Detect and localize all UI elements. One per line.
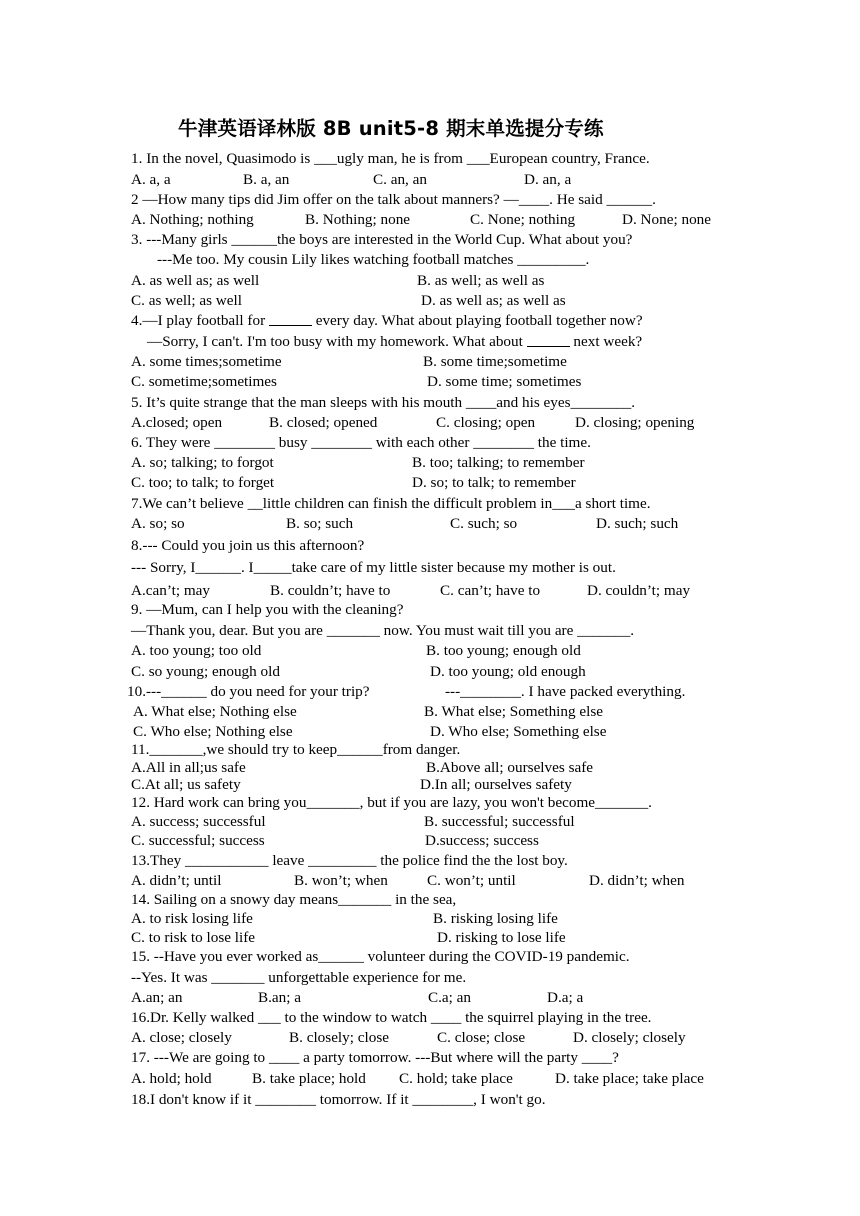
question-12-option-d: D.success; success	[425, 832, 539, 849]
question-1-option-a: A. a, a	[131, 171, 171, 188]
question-2-stem: 2 —How many tips did Jim offer on the talk about manners? —____. He said ______.	[131, 191, 656, 208]
question-3-option-a: A. as well as; as well	[131, 272, 260, 289]
question-17-option-c: C. hold; take place	[399, 1070, 513, 1087]
question-4-stem	[131, 312, 643, 330]
question-15-option-b: B.an; a	[258, 989, 302, 1006]
question-15-stem: 15. --Have you ever worked as______ volunteer during the COVID-19 pandemic.	[131, 948, 630, 965]
question-17-stem: 17. ---We are going to ____ a party tomorrow. ---But where will the party ____?	[131, 1049, 619, 1066]
question-3-option-d: D. as well as; as well as	[421, 292, 566, 309]
question-14-option-a: A. to risk losing life	[131, 910, 253, 927]
question-8-option-b: B. couldn’t; have to	[270, 582, 391, 599]
question-6-option-b: B. too; talking; to remember	[412, 454, 585, 471]
question-13-option-d: D. didn’t; when	[589, 872, 685, 889]
question-3-stem-reply: ---Me too. My cousin Lily likes watching football matches _________.	[157, 251, 590, 268]
question-8-stem: 8.--- Could you join us this afternoon?	[131, 537, 365, 554]
question-4-stem-part-2: every day. What about playing football together now?	[311, 312, 643, 329]
question-5-option-b: B. closed; opened	[269, 414, 378, 431]
question-4-option-c: C. sometime;sometimes	[131, 373, 277, 390]
question-5-stem: 5. It’s quite strange that the man sleeps with his mouth ____and his eyes________.	[131, 394, 636, 411]
question-7-option-c: C. such; so	[450, 515, 518, 532]
question-16-option-c: C. close; close	[437, 1029, 526, 1046]
question-6-option-c: C. too; to talk; to forget	[131, 474, 275, 491]
question-15-option-d: D.a; a	[547, 989, 584, 1006]
question-12-option-b: B. successful; successful	[424, 813, 575, 830]
question-15-option-a: A.an; an	[131, 989, 183, 1006]
question-6-stem: 6. They were ________ busy ________ with each other ________ the time.	[131, 434, 591, 451]
page-title: 牛津英语译林版 8B unit5-8 期末单选提分专练	[178, 117, 604, 140]
question-4-reply-part-2: next week?	[569, 333, 643, 350]
question-3-option-b: B. as well; as well as	[417, 272, 545, 289]
question-7-option-d: D. such; such	[596, 515, 679, 532]
question-12-stem: 12. Hard work can bring you_______, but if you are lazy, you won't become_______.	[131, 794, 652, 811]
question-10-option-a: A. What else; Nothing else	[133, 703, 297, 720]
question-10-stem-reply: ---________. I have packed everything.	[445, 683, 686, 700]
question-2-option-a: A. Nothing; nothing	[131, 211, 254, 228]
answer-blank	[269, 312, 312, 326]
question-9-option-d: D. too young; old enough	[430, 663, 586, 680]
answer-blank	[527, 333, 570, 347]
question-8-stem-reply: --- Sorry, I______. I_____take care of my little sister because my mother is out.	[131, 559, 616, 576]
question-11-option-c: C.At all; us safety	[131, 776, 241, 793]
question-17-option-a: A. hold; hold	[131, 1070, 212, 1087]
question-13-option-a: A. didn’t; until	[131, 872, 222, 889]
question-9-option-a: A. too young; too old	[131, 642, 262, 659]
question-8-option-a: A.can’t; may	[131, 582, 211, 599]
question-7-stem: 7.We can’t believe __little children can finish the difficult problem in___a short time.	[131, 495, 651, 512]
question-11-option-d: D.In all; ourselves safety	[420, 776, 572, 793]
question-17-option-b: B. take place; hold	[252, 1070, 366, 1087]
question-2-option-b: B. Nothing; none	[305, 211, 411, 228]
question-8-option-d: D. couldn’t; may	[587, 582, 691, 599]
question-4-reply-part-1: —Sorry, I can't. I'm too busy with my homework. What about	[147, 333, 527, 350]
question-16-option-b: B. closely; close	[289, 1029, 389, 1046]
question-9-stem-reply: —Thank you, dear. But you are _______ now. You must wait till you are _______.	[131, 622, 635, 639]
question-4-stem-part-1: 4.—I play football for	[131, 312, 269, 329]
question-4-option-a: A. some times;sometime	[131, 353, 282, 370]
question-8-option-c: C. can’t; have to	[440, 582, 541, 599]
question-9-stem: 9. —Mum, can I help you with the cleaning?	[131, 601, 404, 618]
question-16-stem: 16.Dr. Kelly walked ___ to the window to watch ____ the squirrel playing in the tree.	[131, 1009, 652, 1026]
question-11-stem: 11._______,we should try to keep______from danger.	[131, 741, 461, 758]
question-1-option-b: B. a, an	[243, 171, 290, 188]
question-13-stem: 13.They ___________ leave _________ the police find the the lost boy.	[131, 852, 568, 869]
question-14-option-d: D. risking to lose life	[437, 929, 566, 946]
question-1-option-d: D. an, a	[524, 171, 572, 188]
question-16-option-a: A. close; closely	[131, 1029, 232, 1046]
question-16-option-d: D. closely; closely	[573, 1029, 686, 1046]
question-13-option-c: C. won’t; until	[427, 872, 516, 889]
question-11-option-b: B.Above all; ourselves safe	[426, 759, 594, 776]
question-7-option-a: A. so; so	[131, 515, 185, 532]
question-15-stem-reply: --Yes. It was _______ unforgettable experience for me.	[131, 969, 467, 986]
question-13-option-b: B. won’t; when	[294, 872, 388, 889]
question-3-option-c: C. as well; as well	[131, 292, 242, 309]
question-3-stem: 3. ---Many girls ______the boys are interested in the World Cup. What about you?	[131, 231, 633, 248]
question-1-stem: 1. In the novel, Quasimodo is ___ugly man, he is from ___European country, France.	[131, 150, 650, 167]
question-14-option-c: C. to risk to lose life	[131, 929, 256, 946]
question-15-option-c: C.a; an	[428, 989, 472, 1006]
question-10-option-d: D. Who else; Something else	[430, 723, 607, 740]
question-10-option-b: B. What else; Something else	[424, 703, 603, 720]
question-17-option-d: D. take place; take place	[555, 1070, 704, 1087]
question-5-option-c: C. closing; open	[436, 414, 536, 431]
question-4-option-b: B. some time;sometime	[423, 353, 567, 370]
question-14-stem: 14. Sailing on a snowy day means_______ in the sea,	[131, 891, 457, 908]
question-10-option-c: C. Who else; Nothing else	[133, 723, 293, 740]
question-6-option-a: A. so; talking; to forgot	[131, 454, 274, 471]
question-5-option-d: D. closing; opening	[575, 414, 695, 431]
question-2-option-c: C. None; nothing	[470, 211, 576, 228]
question-14-option-b: B. risking losing life	[433, 910, 558, 927]
question-6-option-d: D. so; to talk; to remember	[412, 474, 576, 491]
question-1-option-c: C. an, an	[373, 171, 427, 188]
question-9-option-c: C. so young; enough old	[131, 663, 280, 680]
question-5-option-a: A.closed; open	[131, 414, 223, 431]
question-12-option-a: A. success; successful	[131, 813, 266, 830]
question-2-option-d: D. None; none	[622, 211, 711, 228]
question-10-stem: 10.---______ do you need for your trip?	[127, 683, 370, 700]
question-7-option-b: B. so; such	[286, 515, 354, 532]
question-12-option-c: C. successful; success	[131, 832, 265, 849]
question-9-option-b: B. too young; enough old	[426, 642, 581, 659]
question-4-option-d: D. some time; sometimes	[427, 373, 582, 390]
question-11-option-a: A.All in all;us safe	[131, 759, 246, 776]
question-18-stem: 18.I don't know if it ________ tomorrow. If it ________, I won't go.	[131, 1091, 546, 1108]
question-4-stem-reply	[147, 333, 642, 351]
